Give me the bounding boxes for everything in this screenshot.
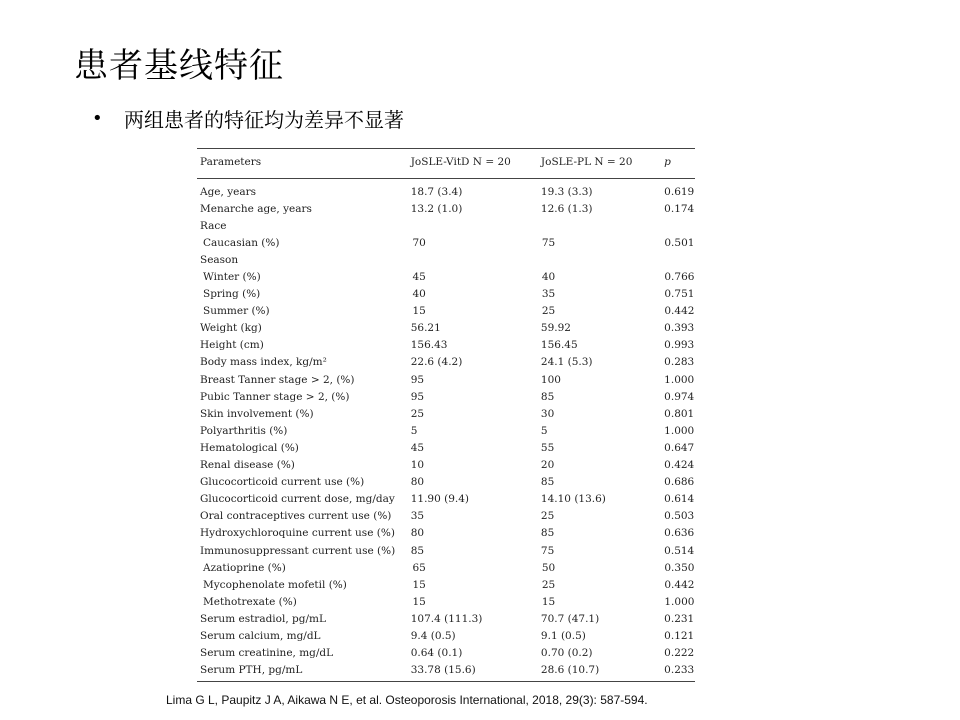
cell-p: 0.393 (664, 322, 695, 335)
table-row (197, 439, 695, 456)
header-parameters: Parameters (200, 156, 262, 168)
cell-vitd: 33.78 (15.6) (410, 664, 476, 677)
cell-vitd: 5 (410, 424, 418, 437)
cell-pl: 30 (540, 407, 555, 420)
cell-vitd: 13.2 (1.0) (410, 202, 463, 215)
cell-parameter: Methotrexate (%) (203, 595, 297, 608)
cell-p: 0.766 (664, 271, 695, 284)
cell-parameter: Menarche age, years (200, 202, 312, 215)
cell-parameter: Age, years (200, 185, 257, 198)
cell-vitd: 45 (412, 271, 426, 284)
cell-vitd: 95 (410, 373, 425, 386)
cell-pl: 75 (541, 236, 556, 249)
cell-parameter: Hydroxychloroquine current use (%) (200, 527, 395, 540)
cell-pl: 75 (540, 544, 555, 557)
table-row (197, 576, 695, 593)
table-row (197, 268, 695, 285)
cell-pl: 25 (540, 510, 555, 523)
table-row (197, 627, 695, 644)
table-row (197, 610, 695, 627)
cell-pl: 85 (540, 476, 555, 489)
cell-pl: 19.3 (3.3) (540, 185, 593, 198)
cell-pl: 5 (540, 424, 548, 437)
table-row (197, 491, 695, 508)
table-row (197, 525, 695, 542)
table-row (197, 217, 695, 234)
table-row (197, 320, 695, 337)
table-row (197, 474, 695, 491)
cell-vitd: 9.4 (0.5) (410, 629, 456, 642)
cell-parameter: Race (200, 219, 227, 232)
cell-parameter: Body mass index, kg/m² (200, 356, 327, 369)
cell-parameter: Glucocorticoid current use (%) (200, 476, 365, 489)
cell-vitd: 95 (410, 390, 425, 403)
cell-parameter: Weight (kg) (200, 322, 262, 335)
cell-vitd: 10 (410, 459, 425, 472)
cell-vitd: 0.64 (0.1) (410, 647, 463, 660)
cell-pl: 40 (541, 271, 556, 284)
cell-parameter: Season (200, 253, 239, 266)
cell-p: 0.121 (664, 629, 695, 642)
cell-parameter: Serum estradiol, pg/mL (200, 612, 326, 625)
table-row (197, 354, 695, 371)
bullet-point (92, 104, 404, 133)
table-row (197, 200, 695, 217)
cell-parameter: Renal disease (%) (200, 459, 295, 472)
table-row (197, 286, 695, 303)
cell-p: 0.501 (664, 236, 695, 249)
cell-vitd: 11.90 (9.4) (410, 493, 470, 506)
baseline-characteristics-table (197, 148, 695, 682)
cell-parameter: Mycophenolate mofetil (%) (203, 578, 347, 591)
slide-title: 患者基线特征 (74, 46, 284, 86)
cell-pl: 14.10 (13.6) (540, 493, 606, 506)
cell-vitd: 15 (412, 305, 426, 318)
cell-vitd: 15 (412, 578, 426, 591)
cell-vitd: 18.7 (3.4) (410, 185, 463, 198)
cell-pl: 70.7 (47.1) (540, 612, 600, 625)
bullet-icon: • (92, 108, 103, 129)
table-row (197, 645, 695, 662)
cell-parameter: Serum calcium, mg/dL (200, 629, 321, 642)
cell-pl: 100 (540, 373, 561, 386)
cell-parameter: Breast Tanner stage > 2, (%) (200, 373, 355, 386)
cell-vitd: 56.21 (410, 322, 441, 335)
table-row (197, 303, 695, 320)
cell-pl: 25 (541, 578, 556, 591)
cell-pl: 55 (540, 441, 555, 454)
cell-pl: 35 (541, 288, 556, 301)
header-pl: JoSLE-PL N = 20 (540, 156, 633, 168)
table-row (197, 662, 695, 679)
cell-parameter: Spring (%) (203, 288, 261, 301)
cell-p: 0.503 (664, 510, 695, 523)
cell-vitd: 22.6 (4.2) (410, 356, 463, 369)
cell-parameter: Polyarthritis (%) (200, 424, 288, 437)
cell-p: 0.514 (664, 544, 695, 557)
header-vitd: JoSLE-VitD N = 20 (410, 156, 511, 168)
table-row (197, 183, 695, 200)
cell-vitd: 80 (410, 527, 425, 540)
cell-pl: 85 (540, 390, 555, 403)
table-header-row (197, 149, 695, 175)
cell-pl: 59.92 (540, 322, 571, 335)
cell-pl: 156.45 (540, 339, 578, 352)
cell-p: 0.442 (664, 305, 695, 318)
cell-parameter: Glucocorticoid current dose, mg/day (200, 493, 395, 506)
cell-p: 0.647 (664, 441, 695, 454)
cell-pl: 9.1 (0.5) (540, 629, 586, 642)
table-row (197, 251, 695, 268)
cell-vitd: 35 (410, 510, 425, 523)
cell-vitd: 65 (412, 561, 426, 574)
table-row (197, 559, 695, 576)
cell-p: 0.636 (664, 527, 695, 540)
cell-p: 0.233 (664, 664, 695, 677)
cell-parameter: Height (cm) (200, 339, 264, 352)
cell-p: 0.350 (664, 561, 695, 574)
cell-vitd: 85 (410, 544, 425, 557)
bullet-text: 两组患者的特征均为差异不显著 (124, 108, 404, 132)
header-p: p (664, 156, 671, 168)
cell-parameter: Azatioprine (%) (203, 561, 286, 574)
cell-vitd: 45 (410, 441, 425, 454)
table-row (197, 337, 695, 354)
cell-p: 0.222 (664, 647, 695, 660)
table-body (197, 179, 695, 681)
table-row (197, 593, 695, 610)
cell-vitd: 25 (410, 407, 425, 420)
cell-p: 1.000 (664, 595, 695, 608)
table-row (197, 457, 695, 474)
cell-vitd: 40 (412, 288, 426, 301)
cell-pl: 25 (541, 305, 556, 318)
cell-vitd: 107.4 (111.3) (410, 612, 483, 625)
cell-parameter: Immunosuppressant current use (%) (200, 544, 396, 557)
cell-p: 0.283 (664, 356, 695, 369)
cell-pl: 24.1 (5.3) (540, 356, 593, 369)
cell-p: 0.614 (664, 493, 695, 506)
table-row (197, 405, 695, 422)
cell-p: 1.000 (664, 373, 695, 386)
cell-pl: 50 (541, 561, 556, 574)
table-row (197, 422, 695, 439)
cell-pl: 85 (540, 527, 555, 540)
cell-parameter: Skin involvement (%) (200, 407, 314, 420)
cell-p: 0.174 (664, 202, 695, 215)
cell-vitd: 156.43 (410, 339, 448, 352)
citation: Lima G L, Paupitz J A, Aikawa N E, et al. Osteoporosis International, 2018, 29(3): 587-594. (166, 693, 648, 707)
table-row (197, 542, 695, 559)
cell-p: 0.993 (664, 339, 695, 352)
table-row (197, 388, 695, 405)
cell-p: 1.000 (664, 424, 695, 437)
cell-p: 0.751 (664, 288, 695, 301)
cell-parameter: Caucasian (%) (203, 236, 280, 249)
cell-pl: 28.6 (10.7) (540, 664, 600, 677)
cell-pl: 12.6 (1.3) (540, 202, 593, 215)
table-row (197, 234, 695, 251)
cell-vitd: 15 (412, 595, 426, 608)
cell-parameter: Serum PTH, pg/mL (200, 664, 303, 677)
table-row (197, 508, 695, 525)
cell-parameter: Oral contraceptives current use (%) (200, 510, 392, 523)
cell-parameter: Summer (%) (203, 305, 270, 318)
cell-p: 0.442 (664, 578, 695, 591)
cell-parameter: Hematological (%) (200, 441, 299, 454)
cell-p: 0.686 (664, 476, 695, 489)
cell-p: 0.619 (664, 185, 695, 198)
cell-p: 0.974 (664, 390, 695, 403)
cell-pl: 0.70 (0.2) (540, 647, 593, 660)
cell-parameter: Pubic Tanner stage > 2, (%) (200, 390, 350, 403)
cell-pl: 15 (541, 595, 556, 608)
cell-pl: 20 (540, 459, 555, 472)
cell-p: 0.424 (664, 459, 695, 472)
cell-vitd: 80 (410, 476, 425, 489)
cell-parameter: Winter (%) (203, 271, 261, 284)
table-row (197, 371, 695, 388)
cell-parameter: Serum creatinine, mg/dL (200, 647, 334, 660)
cell-vitd: 70 (412, 236, 426, 249)
cell-p: 0.231 (664, 612, 695, 625)
cell-p: 0.801 (664, 407, 695, 420)
table-bottom-rule (197, 681, 695, 682)
